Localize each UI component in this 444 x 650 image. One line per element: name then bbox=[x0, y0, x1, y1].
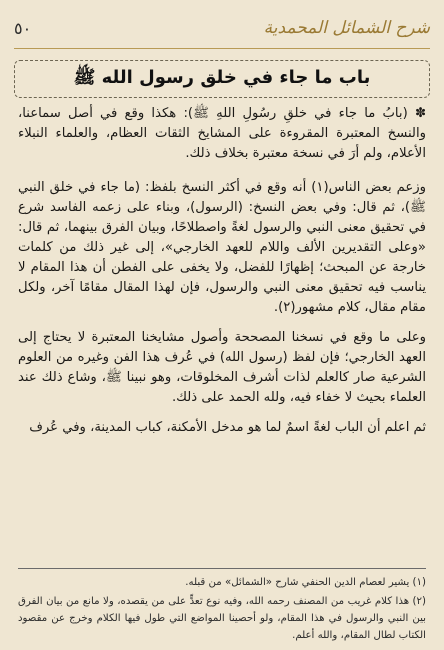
paragraph-4: ثم اعلم أن الباب لغةً اسمٌ لما هو مدخل الأمكنة، كباب المدينة، وفي عُرف bbox=[29, 420, 426, 435]
paragraph-2: وزعم بعض الناس(١) أنه وقع في أكثر النسخ بلفظ: (ما جاء في خلق النبي ﷺ)، ثم قال: وفي بعض النسخ: (الرسول)، وبناء على زعمه الفاسد شرع في تحقيق معنى النبي والرسول لغةً واصطلاحًا، وبيان الفرق بينهما، ثم قال: «وعلى التقديرين الألف واللام للعهد الخارجي»، إلى غير ذلك من كلمات خارجة عن المبحث؛ إظهارًا للفضل، ولا يخفى على الفطن أن هذا المقام لا يناسب فيه تحقيق معنى النبي والرسول، فإن لهذا المقال مقامًا آخر، ولكل مقام مقال، كلام مشهور(٢). bbox=[18, 180, 426, 315]
body-text bbox=[18, 104, 426, 448]
running-title: شرح الشمائل المحمدية bbox=[263, 18, 430, 38]
footnotes bbox=[18, 574, 426, 646]
page-header bbox=[14, 8, 430, 48]
paragraph-1: ✽ (بابُ ما جاء في خلقِ رسُولِ اللهِ ﷺ): هكذا وقع في أصل سماعنا، والنسخ المعتبرة المقروءة على المشايخ الثقات العظام، والعلماء النبلاء الأعلام، ولم أرَ في نسخة معتبرة بخلاف ذلك. bbox=[18, 106, 426, 161]
chapter-heading-box bbox=[14, 60, 430, 98]
page-number: ٥٠ bbox=[14, 18, 32, 38]
header-divider bbox=[14, 48, 430, 49]
footnote-2: (٢) هذا كلام غريب من المصنف رحمه الله، وفيه نوع تعدٍّ على من يقصده، ولا مانع من بيان الفرق بين النبي والرسول في هذا المقام، ولو أحصينا المواضع التي طول فيها الكلام وخرج عن مقصود الكتاب لطال المقام، والله أعلم. bbox=[18, 596, 426, 641]
footnote-divider bbox=[18, 568, 426, 569]
chapter-title: باب ما جاء في خلق رسول الله ﷺ bbox=[73, 67, 371, 88]
paragraph-3: وعلى ما وقع في نسخنا المصححة وأصول مشايخنا المعتبرة لا يحتاج إلى العهد الخارجي؛ فإن لفظ (رسول الله) في عُرف هذا الفن وغيره من العلوم الشرعية صار كالعلم لذات أشرف المخلوقات، وهو نبينا ﷺ، وشاع ذلك عند العلماء بحيث لا خفاء فيه، ولله الحمد على ذلك. bbox=[18, 330, 426, 405]
footnote-1: (١) يشير لعصام الدين الحنفي شارح «الشمائل» من قبله. bbox=[185, 577, 426, 588]
